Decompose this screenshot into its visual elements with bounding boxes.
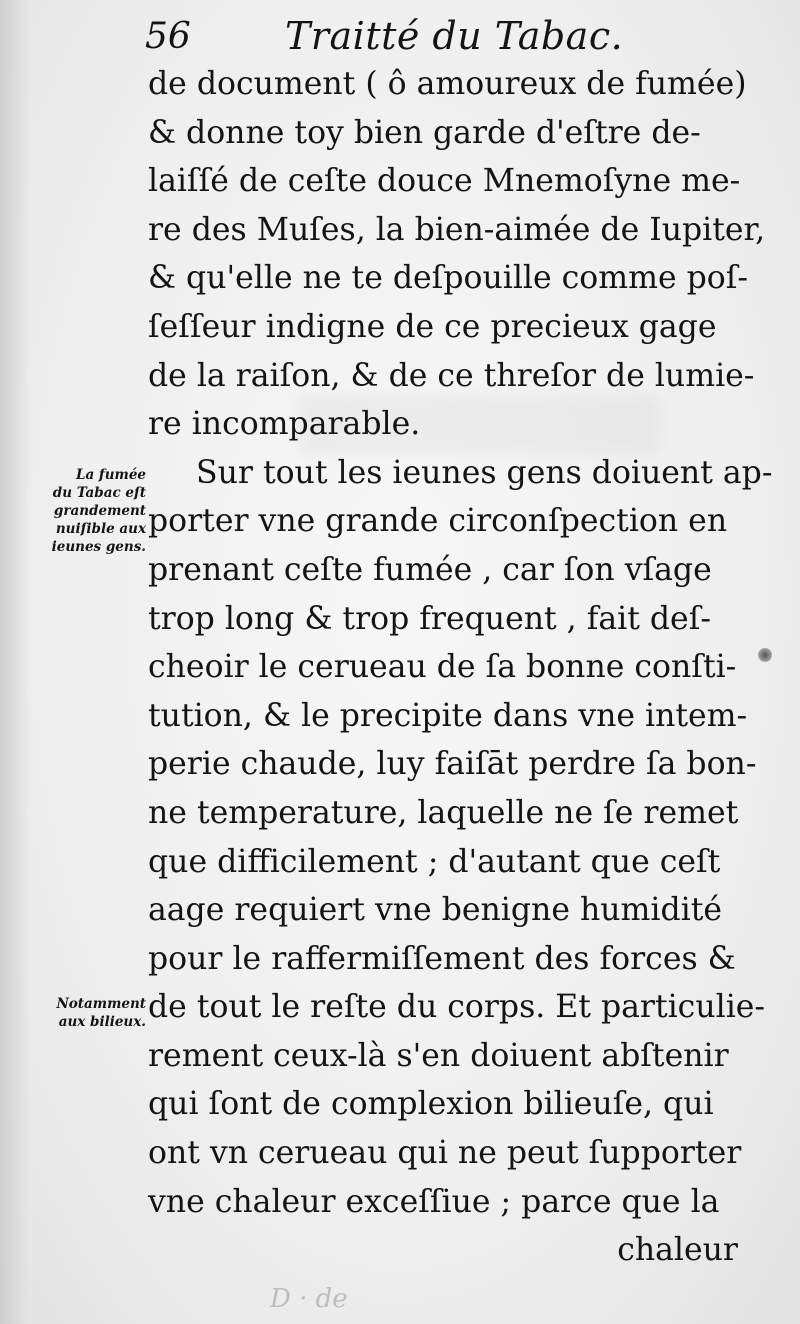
margin-note-line: La fumée bbox=[75, 467, 146, 483]
text-line: vne chaleur exceſſiue ; parce que la bbox=[148, 1183, 720, 1220]
ink-blot bbox=[758, 648, 772, 662]
text-line: qui ſont de complexion bilieuſe, qui bbox=[148, 1086, 714, 1123]
running-title: Traitté du Tabac. bbox=[285, 14, 624, 58]
catchword: chaleur bbox=[617, 1232, 738, 1269]
margin-note-bilious bbox=[8, 995, 146, 1031]
text-line: & donne toy bien garde d'eſtre de- bbox=[148, 114, 701, 151]
text-line: & qu'elle ne te deſpouille comme poſ- bbox=[148, 260, 749, 297]
text-line: ont vn cerueau qui ne peut ſupporter bbox=[148, 1135, 742, 1172]
text-line: tution, & le precipite dans vne intem- bbox=[148, 697, 748, 734]
text-line: Sur tout les ieunes gens doiuent ap- bbox=[196, 454, 773, 491]
text-line: de la raiſon, & de ce threſor de lumie- bbox=[148, 357, 755, 394]
text-line: perie chaude, luy faiſāt perdre ſa bon- bbox=[148, 746, 757, 783]
text-line: re incomparable. bbox=[148, 406, 421, 443]
text-line: de tout le reſte du corps. Et particulie- bbox=[148, 989, 766, 1026]
margin-note-line: Notamment bbox=[56, 996, 146, 1012]
page-header bbox=[145, 6, 785, 56]
text-line: laiſſé de ceſte douce Mnemoſyne me- bbox=[148, 163, 741, 200]
margin-note-line: nuiſible aux bbox=[55, 521, 146, 537]
text-line: ſeſſeur indigne de ce precieux gage bbox=[148, 308, 717, 345]
bleed-through-text: D · de bbox=[270, 1284, 348, 1314]
text-line: rement ceux-là s'en doiuent abſtenir bbox=[148, 1037, 729, 1074]
text-line: pour le raffermiſſement des forces & bbox=[148, 940, 736, 977]
text-line: re des Muſes, la bien-aimée de Iupiter, bbox=[148, 211, 766, 248]
text-line: porter vne grande circonſpection en bbox=[148, 503, 728, 540]
text-line: que difficilement ; d'autant que ceſt bbox=[148, 843, 721, 880]
page-number: 56 bbox=[145, 16, 191, 57]
text-line: trop long & trop frequent , fait deſ- bbox=[148, 600, 712, 637]
gutter-shadow bbox=[0, 0, 30, 1324]
margin-note-young-people bbox=[8, 466, 146, 556]
text-line: cheoir le cerueau de ſa bonne conſti- bbox=[148, 649, 737, 686]
body-text bbox=[148, 60, 773, 1275]
margin-note-line: grandement bbox=[53, 503, 146, 519]
margin-note-line: ieunes gens. bbox=[51, 539, 146, 555]
text-line: prenant ceſte fumée , car ſon vſage bbox=[148, 551, 712, 588]
text-line: ne temperature, laquelle ne ſe remet bbox=[148, 794, 739, 831]
margin-note-line: aux bilieux. bbox=[58, 1014, 146, 1030]
margin-note-line: du Tabac eſt bbox=[52, 485, 146, 501]
text-line: aage requiert vne benigne humidité bbox=[148, 892, 723, 929]
text-line: de document ( ô amoureux de fumée) bbox=[148, 66, 747, 102]
